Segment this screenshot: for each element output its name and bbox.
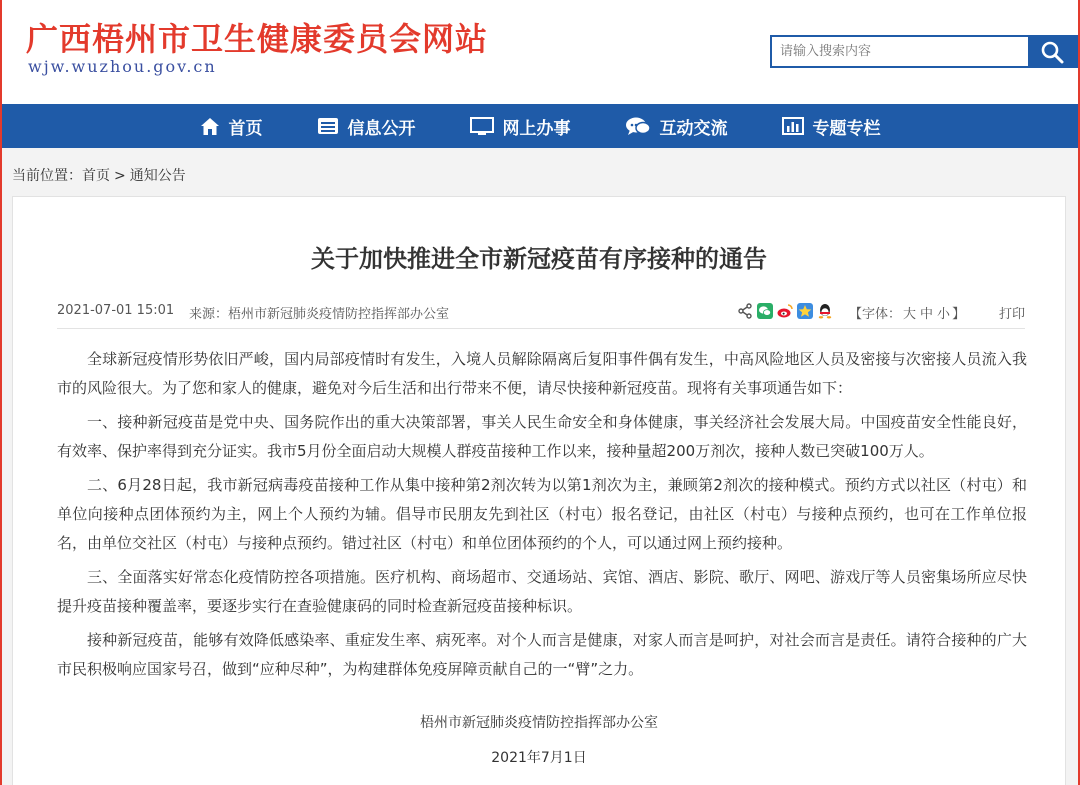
article-meta <box>57 303 1025 323</box>
article-sign-date: 2021年7月1日 <box>491 750 587 766</box>
article-paragraph: 全球新冠疫情形势依旧严峻，国内局部疫情时有发生，入境人员解除隔离后复阳事件偶有发生，中高风险地区人员及密接与次密接人员流入我市的风险很大。为了您和家人的健康，避免对今后生活和出行带来不便，请尽快接种新冠疫苗。现将有关事项通告如下： <box>57 350 1027 397</box>
nav-item-label: 网上办事 <box>502 118 571 139</box>
nav-item-label: 互动交流 <box>659 118 728 139</box>
article-panel <box>12 196 1066 785</box>
home-icon <box>200 117 220 136</box>
site-header <box>0 0 1080 104</box>
print-link[interactable]: 打印 <box>998 307 1025 322</box>
wechat-icon[interactable] <box>757 303 773 323</box>
nav-item-label: 首页 <box>228 118 263 139</box>
breadcrumb-home-link[interactable]: 首页 <box>82 168 110 184</box>
share-icon[interactable] <box>737 303 753 323</box>
article-title: 关于加快推进全市新冠疫苗有序接种的通告 <box>311 245 767 273</box>
font-size-medium[interactable]: 中 <box>920 307 934 322</box>
site-title[interactable]: 广西梧州市卫生健康委员会网站 <box>26 20 489 58</box>
search-box <box>770 35 1078 68</box>
font-size-label: 【字体： <box>849 307 902 322</box>
nav-item-online-service[interactable] <box>470 114 571 139</box>
nav-item-label: 信息公开 <box>347 118 416 139</box>
breadcrumb-separator: > <box>114 168 126 184</box>
nav-item-interaction[interactable] <box>625 114 728 139</box>
breadcrumb-current-link[interactable]: 通知公告 <box>129 168 186 184</box>
breadcrumb <box>12 165 186 185</box>
chat-icon <box>625 116 651 136</box>
article-paragraph: 三、全面落实好常态化疫情防控各项措施。医疗机构、商场超市、交通场站、宾馆、酒店、影院、歌厅、网吧、游戏厅等人员密集场所应尽快提升疫苗接种覆盖率，要逐步实行在查验健康码的同时检查新冠疫苗接种标识。 <box>57 568 1027 615</box>
site-url: wjw.wuzhou.gov.cn <box>28 57 217 76</box>
meta-divider <box>57 328 1025 329</box>
nav-item-home[interactable] <box>200 114 263 139</box>
chart-icon <box>782 117 804 135</box>
monitor-icon <box>470 117 494 136</box>
nav-item-info-public[interactable] <box>317 114 416 139</box>
font-size-control <box>849 303 965 322</box>
main-nav <box>0 104 1080 148</box>
article-paragraph: 一、接种新冠疫苗是党中央、国务院作出的重大决策部署，事关人民生命安全和身体健康，事关经济社会发展大局。中国疫苗安全性能良好，有效率、保护率得到充分证实。我市5月份全面启动大规模人群疫苗接种工作以来，接种量超200万剂次，接种人数已突破100万人。 <box>57 413 1027 460</box>
list-icon <box>317 117 339 135</box>
article-source: 来源：梧州市新冠肺炎疫情防控指挥部办公室 <box>189 307 450 322</box>
article-paragraph: 接种新冠疫苗，能够有效降低感染率、重症发生率、病死率。对个人而言是健康，对家人而言是呵护，对社会而言是责任。请符合接种的广大市民积极响应国家号召，做到“应种尽种”，为构建群体免疫屏障贡献自己的一“臂”之力。 <box>57 631 1027 678</box>
search-input[interactable] <box>772 37 1028 66</box>
qzone-icon[interactable] <box>797 303 813 323</box>
share-bar <box>737 303 837 323</box>
font-size-label-close: 】 <box>952 307 966 322</box>
publish-date: 2021-07-01 15:01 <box>57 303 175 318</box>
search-button[interactable] <box>1028 37 1076 66</box>
breadcrumb-prefix: 当前位置： <box>12 168 82 184</box>
search-icon <box>1040 40 1064 64</box>
font-size-small[interactable]: 小 <box>937 307 951 322</box>
weibo-icon[interactable] <box>777 303 793 323</box>
nav-item-special-topics[interactable] <box>782 114 881 139</box>
article-paragraph: 二、6月28日起，我市新冠病毒疫苗接种工作从集中接种第2剂次转为以第1剂次为主，兼顾第2剂次的接种模式。预约方式以社区（村屯）和单位向接种点团体预约为主，网上个人预约为辅。倡导市民朋友先到社区（村屯）报名登记，由社区（村屯）与接种点预约，也可在工作单位报名，由单位交社区（村屯）与接种点预约。错过社区（村屯）和单位团体预约的个人，可以通过网上预约接种。 <box>57 476 1027 552</box>
article-body <box>57 345 1027 689</box>
font-size-large[interactable]: 大 <box>903 307 917 322</box>
nav-item-label: 专题专栏 <box>812 118 881 139</box>
article-signature: 梧州市新冠肺炎疫情防控指挥部办公室 <box>420 715 658 731</box>
qq-icon[interactable] <box>817 303 833 323</box>
